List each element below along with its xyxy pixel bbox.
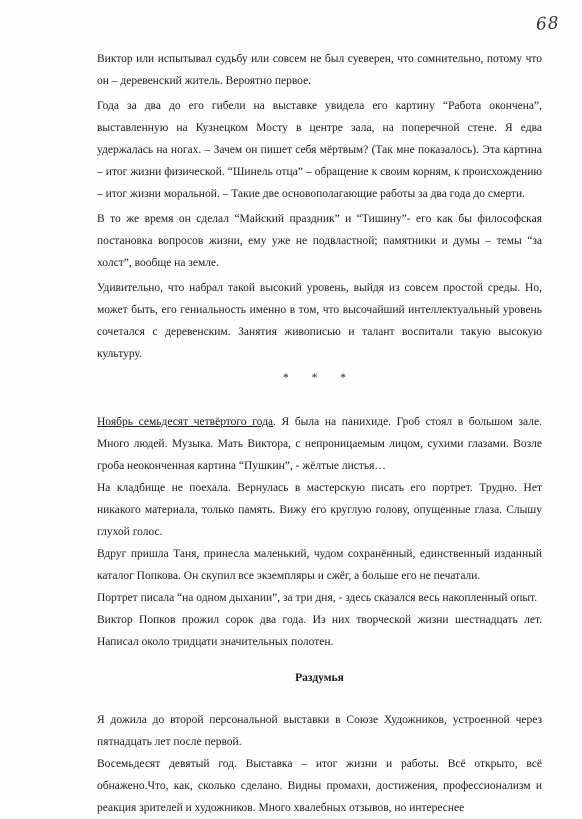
paragraph: Портрет писала “на одном дыхании”, за три дня, - здесь сказался весь накопленный опыт.	[97, 592, 538, 604]
section-separator: * * *	[283, 372, 356, 384]
date-underlined: Ноябрь семьдесят четвёртого года	[97, 416, 274, 428]
paragraph: Года за два до его гибели на выставке увидела его картину “Работа окончена”, выставленную на Кузнецком Мосту в центре зала, на поперечной стене. Я едва удержалась на ногах. – Зачем он пишет себя мёртвым? (Так мне показалось). Эта картина – итог жизни физической. “Шинель отца” – обращение к своим корням, к происхождению – итог жизни моральной. – Такие две основополагающие работы за два года до смерти.	[97, 100, 542, 200]
paragraph: Виктор Попков прожил сорок два года. Из них творческой жизни шестнадцать лет. Написал около тридцати значительных полотен.	[97, 614, 542, 648]
section-heading: Раздумья	[295, 672, 344, 684]
document-body	[97, 48, 542, 819]
paragraph: На кладбище не поехала. Вернулась в мастерскую писать его портрет. Трудно. Нет никакого материала, только память. Вижу его круглую голову, опущенные глаза. Слышу глухой голос.	[97, 482, 542, 538]
paragraph	[97, 411, 542, 477]
paragraph: В то же время он сделал “Майский праздник” и “Тишину”- его как бы философская постановка вопросов жизни, ему уже не подвластной; памятники и думы – темы “за холст”, вообще на земле.	[97, 213, 542, 269]
paragraph: Удивительно, что набрал такой высокий уровень, выйдя из совсем простой среды. Но, может быть, его гениальность именно в том, что высочайший интеллектуальный уровень сочетался с деревенским. Занятия живописью и талант воспитали такую высокую культуру.	[97, 282, 542, 360]
paragraph: Вдруг пришла Таня, принесла маленький, чудом сохранённый, единственный изданный каталог Попкова. Он скупил все экземпляры и сжёг, а больше его не печатали.	[97, 548, 542, 582]
page-number: 68	[535, 13, 561, 35]
paragraph-text: . Я была на панихиде. Гроб стоял в большом зале. Много людей. Музыка. Мать Виктора, с непроницаемым лицом, сухими глазами. Возле гроба неоконченная картина “Пушкин”, - жёлтые листья…	[97, 416, 542, 472]
paragraph: Восемьдесят девятый год. Выставка – итог жизни и работы. Всё открыто, всё обнажено.Что, как, сколько сделано. Видны промахи, достижения, профессионализм и реакция зрителей и художников. Много хвалебных отзывов, но интереснее	[97, 758, 542, 814]
paragraph: Я дожила до второй персональной выставки в Союзе Художников, устроенной через пятнадцать лет после первой.	[97, 714, 542, 748]
paragraph: Виктор или испытывал судьбу или совсем не был суеверен, что сомнительно, потому что он – деревенский житель. Вероятно первое.	[97, 53, 542, 87]
